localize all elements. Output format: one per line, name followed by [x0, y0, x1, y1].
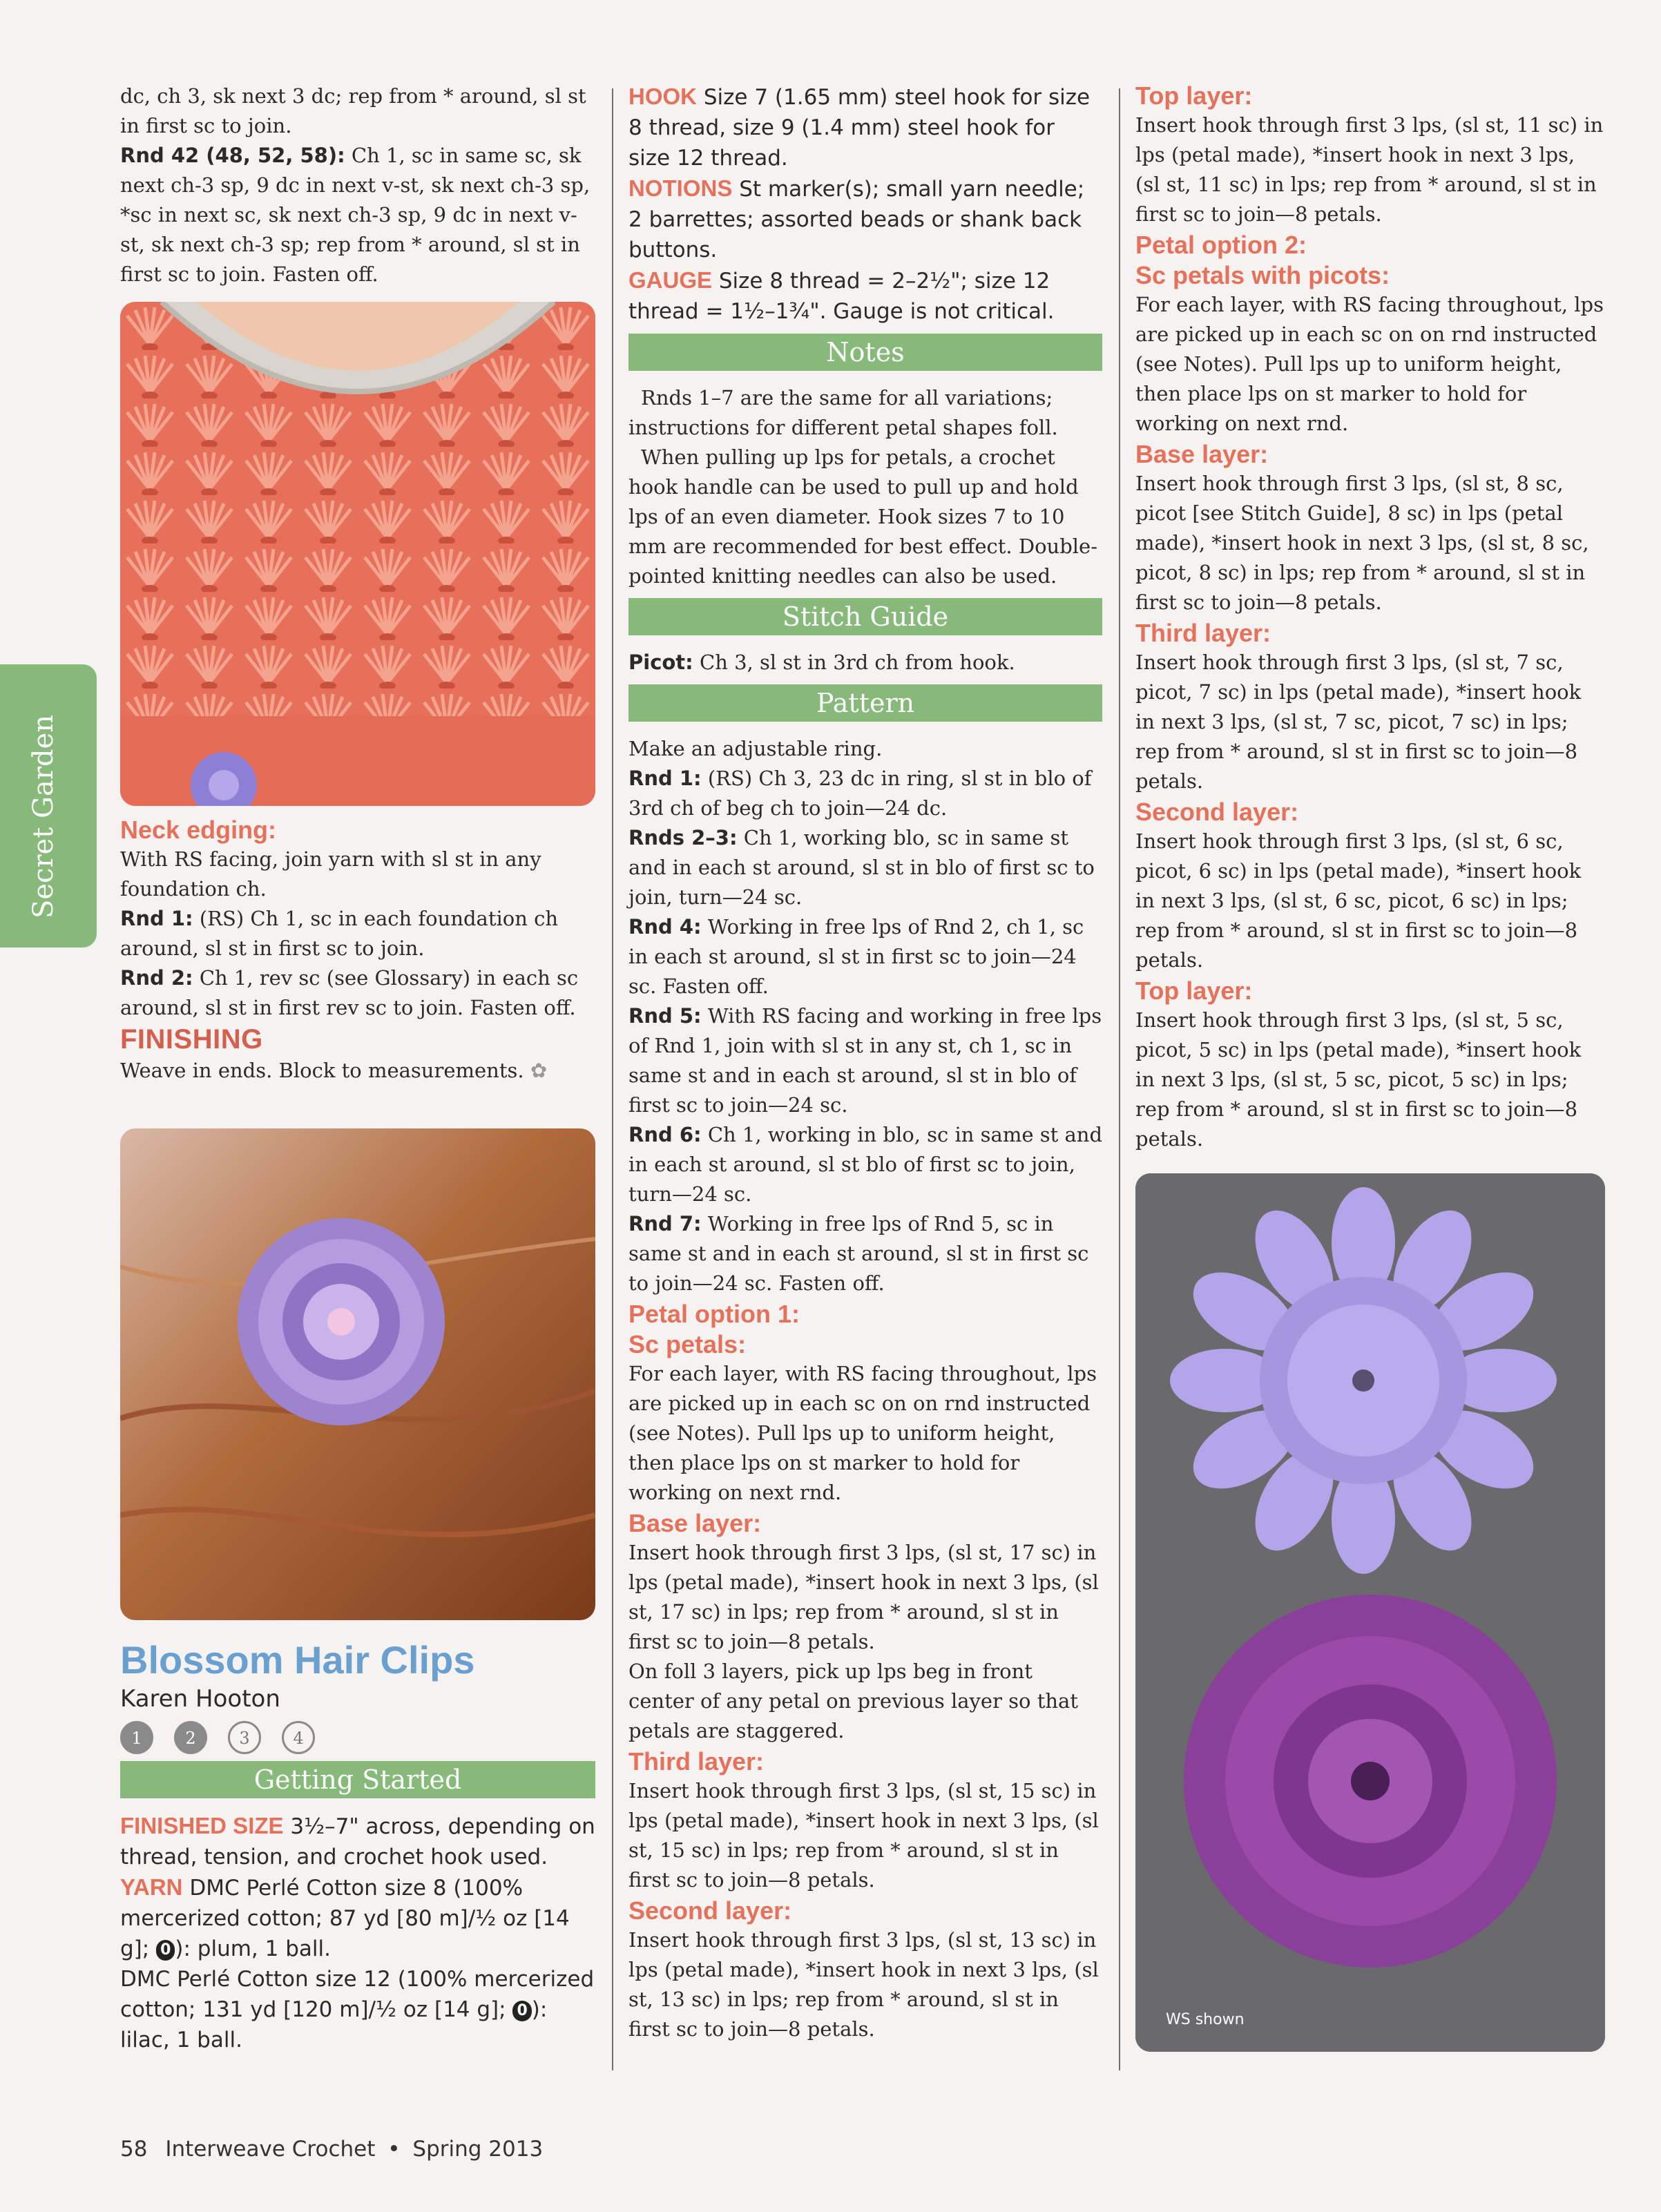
pattern-bar: Pattern	[628, 684, 1102, 722]
thread-weight-icon: 0	[156, 1940, 175, 1961]
picot-second-layer-text: Insert hook through first 3 lps, (sl st, 6 sc, picot, 6 sc) in lps (petal made), *insert hook in next 3 lps, (sl st, 6 sc, picot, 6 sc) in lps; rep from * around, sl st in first sc to join—8 petals.	[1135, 829, 1582, 972]
yarn-2	[120, 1964, 595, 2055]
top-layer-text: Insert hook through first 3 lps, (sl st, 11 sc) in lps (petal made), *insert hook in next 3 lps, (sl st, 11 sc) in lps; rep from * around, sl st in first sc to join—8 petals.	[1135, 113, 1604, 226]
spec-text: ): plum, 1 ball.	[175, 1936, 331, 1961]
round-text: Ch 1, working in blo, sc in same st and in each st around, sl st blo of first sc to join, turn—24 sc.	[628, 1123, 1103, 1206]
neck-edging-text: With RS facing, join yarn with sl st in any foundation ch.	[120, 847, 541, 901]
round-text: Working in free lps of Rnd 5, sc in same st and in each st around, sl st in first sc to join—24 sc. Fasten off.	[628, 1212, 1089, 1295]
round-4	[628, 912, 1102, 1001]
pattern-title: Blossom Hair Clips	[120, 1638, 475, 1682]
round-text: Ch 1, sc in same sc, sk next ch-3 sp, 9 dc in next v-st, sk next ch-3 sp, *sc in next sc, sk next ch-3 sp, 9 dc in next v-st, sk next ch-3 sp; rep from * around, sl st in first sc to join. Fasten off.	[120, 144, 591, 286]
notes-bar: Notes	[628, 334, 1102, 371]
hook	[628, 81, 1102, 173]
spec-text: Size 8 thread = 2–2½"; size 12 thread = 1½–1¾". Gauge is not critical.	[628, 269, 1055, 324]
skill-level	[120, 1721, 595, 1754]
spec-label: YARN	[120, 1874, 183, 1900]
issue-date: Spring 2013	[412, 2137, 544, 2162]
section-tab-label: Secret Garden	[28, 714, 59, 919]
spec-label: HOOK	[628, 84, 697, 109]
petal-option-1-heading: Petal option 1:	[628, 1300, 800, 1328]
rounds-2-3	[628, 823, 1102, 912]
round-text: (RS) Ch 3, 23 dc in ring, sl st in blo of 3rd ch of beg ch to join—24 dc.	[628, 767, 1092, 820]
finished-size	[120, 1811, 595, 1872]
round-5	[628, 1001, 1102, 1120]
column-divider-2	[1119, 88, 1120, 2070]
round-text: Ch 1, working blo, sc in same st and in each st around, sl st in blo of first sc to join, turn—24 sc.	[628, 826, 1095, 909]
sweater-yoke-photo	[120, 302, 595, 806]
round-label: Rnd 1:	[628, 767, 702, 790]
round-text: (RS) Ch 1, sc in each foundation ch around, sl st in first sc to join.	[120, 907, 559, 960]
skill-level-3: 3	[228, 1721, 261, 1754]
petal-option-2-heading: Petal option 2:	[1135, 231, 1307, 259]
petal-option-1-text: For each layer, with RS facing throughout, lps are picked up in each sc on on rnd instructed (see Notes). Pull lps up to uniform height, then place lps on st marker to hold for working on next rnd.	[628, 1362, 1097, 1504]
stitch-guide-bar: Stitch Guide	[628, 598, 1102, 635]
page-footer	[120, 2137, 543, 2162]
skill-level-4: 4	[282, 1721, 315, 1754]
round-label: Rnd 42 (48, 52, 58):	[120, 144, 345, 167]
notions	[628, 173, 1102, 265]
top-layer-heading: Top layer:	[1135, 81, 1253, 110]
thread-weight-icon: 0	[512, 2001, 531, 2021]
spec-text: ): lilac, 1 ball.	[120, 1997, 548, 2052]
continued-instruction: dc, ch 3, sk next 3 dc; rep from * around, sl st in first sc to join.	[120, 84, 586, 137]
photo-caption: WS shown	[1166, 2011, 1245, 2028]
second-layer-text: Insert hook through first 3 lps, (sl st, 13 sc) in lps (petal made), *insert hook in next 3 lps, (sl st, 13 sc) in lps; rep from * around, sl st in first sc to join—8 petals.	[628, 1928, 1099, 2041]
crocheted-flowers-image	[1135, 1173, 1605, 2052]
spec-label: NOTIONS	[628, 175, 733, 201]
pattern-author: Karen Hooton	[120, 1685, 280, 1713]
spec-text: 3½–7" across, depending on thread, tension, and crochet hook used.	[120, 1814, 595, 1869]
spec-label: GAUGE	[628, 267, 713, 293]
round-label: Rnd 4:	[628, 915, 702, 939]
neck-edging-heading: Neck edging:	[120, 816, 277, 844]
sweater-yoke-image	[120, 302, 595, 806]
third-layer-heading: Third layer:	[628, 1747, 765, 1776]
notes-paragraph-2: When pulling up lps for petals, a crochet hook handle can be used to pull up and hold lps of an even diameter. Hook sizes 7 to 10 mm are recommended for best effect. Double-pointed knitting needles can also be used.	[628, 445, 1098, 588]
picot-top-layer-text: Insert hook through first 3 lps, (sl st, 5 sc, picot, 5 sc) in lps (petal made), *insert hook in next 3 lps, (sl st, 5 sc, picot, 5 sc) in lps; rep from * around, sl st in first sc to join—8 petals.	[1135, 1008, 1582, 1151]
round-label: Rnd 2:	[120, 966, 193, 990]
stitch-text: Ch 3, sl st in 3rd ch from hook.	[693, 651, 1015, 674]
round-7	[628, 1209, 1102, 1298]
round-label: Rnd 7:	[628, 1212, 702, 1235]
finishing-text-body: Weave in ends. Block to measurements.	[120, 1059, 524, 1082]
round-text: Working in free lps of Rnd 2, ch 1, sc in each st around, sl st in first sc to join—24 sc. Fasten off.	[628, 915, 1084, 998]
third-layer-text: Insert hook through first 3 lps, (sl st, 15 sc) in lps (petal made), *insert hook in next 3 lps, (sl st, 15 sc) in lps; rep from * around, sl st in first sc to join—8 petals.	[628, 1779, 1099, 1892]
picot-second-layer-heading: Second layer:	[1135, 798, 1299, 826]
pattern-intro: Make an adjustable ring.	[628, 737, 883, 760]
picot-top-layer-heading: Top layer:	[1135, 977, 1253, 1005]
round-6	[628, 1120, 1102, 1209]
getting-started-bar: Getting Started	[120, 1761, 595, 1798]
gauge	[628, 265, 1102, 327]
spec-label: FINISHED SIZE	[120, 1813, 284, 1838]
hair-clip-image	[120, 1128, 595, 1620]
neck-round-2	[120, 963, 595, 1023]
picot-third-layer-heading: Third layer:	[1135, 619, 1271, 647]
picot-base-layer-heading: Base layer:	[1135, 440, 1269, 468]
notes-paragraph-1: Rnds 1–7 are the same for all variations; instructions for different petal shapes foll.	[628, 386, 1058, 439]
flower-end-icon: ✿	[530, 1059, 548, 1082]
column-1	[120, 81, 595, 2055]
stitch-label: Picot:	[628, 651, 693, 674]
picot-definition	[628, 648, 1102, 677]
petal-option-2-subheading: Sc petals with picots:	[1135, 261, 1390, 289]
second-layer-heading: Second layer:	[628, 1896, 792, 1925]
magazine-name: Interweave Crochet	[165, 2137, 376, 2162]
skill-level-2: 2	[174, 1721, 207, 1754]
finishing-text	[120, 1056, 595, 1086]
finishing-heading: FINISHING	[120, 1024, 263, 1055]
base-layer-heading: Base layer:	[628, 1509, 762, 1537]
spec-text: DMC Perlé Cotton size 12 (100% mercerized cotton; 131 yd [120 m]/½ oz [14 g];	[120, 1967, 595, 2022]
round-label: Rnd 6:	[628, 1123, 702, 1146]
round-42	[120, 141, 595, 289]
column-2	[628, 81, 1102, 2044]
skill-level-1: 1	[120, 1721, 153, 1754]
round-label: Rnd 1:	[120, 907, 193, 930]
round-text: With RS facing and working in free lps of Rnd 1, join with sl st in any st, ch 1, sc in same st and in each st around, sl st in blo of first sc to join—24 sc.	[628, 1004, 1102, 1117]
column-3	[1135, 81, 1605, 2052]
round-1	[628, 764, 1102, 823]
following-layers-note: On foll 3 layers, pick up lps beg in front center of any petal on previous layer so that petals are staggered.	[628, 1660, 1078, 1742]
round-label: Rnd 5:	[628, 1004, 702, 1028]
yarn	[120, 1872, 595, 1964]
petal-option-2-text: For each layer, with RS facing throughout, lps are picked up in each sc on on rnd instructed (see Notes). Pull lps up to uniform height, then place lps on st marker to hold for working on next rnd.	[1135, 293, 1604, 435]
hair-clip-photo	[120, 1128, 595, 1620]
round-text: Ch 1, rev sc (see Glossary) in each sc around, sl st in first rev sc to join. Fasten off.	[120, 966, 579, 1019]
spec-text: DMC Perlé Cotton size 8 (100% mercerized cotton; 87 yd [80 m]/½ oz [14 g];	[120, 1876, 570, 1961]
picot-base-layer-text: Insert hook through first 3 lps, (sl st, 8 sc, picot [see Stitch Guide], 8 sc) in lps (petal made), *insert hook in next 3 lps, (sl st, 8 sc, picot, 8 sc) in lps; rep from * around, sl st in first sc to join—8 petals.	[1135, 472, 1589, 614]
picot-third-layer-text: Insert hook through first 3 lps, (sl st, 7 sc, picot, 7 sc) in lps (petal made), *insert hook in next 3 lps, (sl st, 7 sc, picot, 7 sc) in lps; rep from * around, sl st in first sc to join—8 petals.	[1135, 651, 1582, 793]
footer-bullet: •	[387, 2137, 401, 2162]
neck-round-1	[120, 904, 595, 963]
spec-text: St marker(s); small yarn needle; 2 barrettes; assorted beads or shank back buttons.	[628, 177, 1085, 262]
column-divider-1	[612, 88, 613, 2070]
petal-option-1-subheading: Sc petals:	[628, 1330, 747, 1358]
base-layer-text: Insert hook through first 3 lps, (sl st, 17 sc) in lps (petal made), *insert hook in next 3 lps, (sl st, 17 sc) in lps; rep from * around, sl st in first sc to join—8 petals.	[628, 1541, 1099, 1653]
flower-wrong-side-photo	[1135, 1173, 1605, 2052]
page-number: 58	[120, 2137, 148, 2162]
spec-text: Size 7 (1.65 mm) steel hook for size 8 thread, size 9 (1.4 mm) steel hook for size 12 thread.	[628, 85, 1091, 171]
round-label: Rnds 2–3:	[628, 826, 738, 849]
